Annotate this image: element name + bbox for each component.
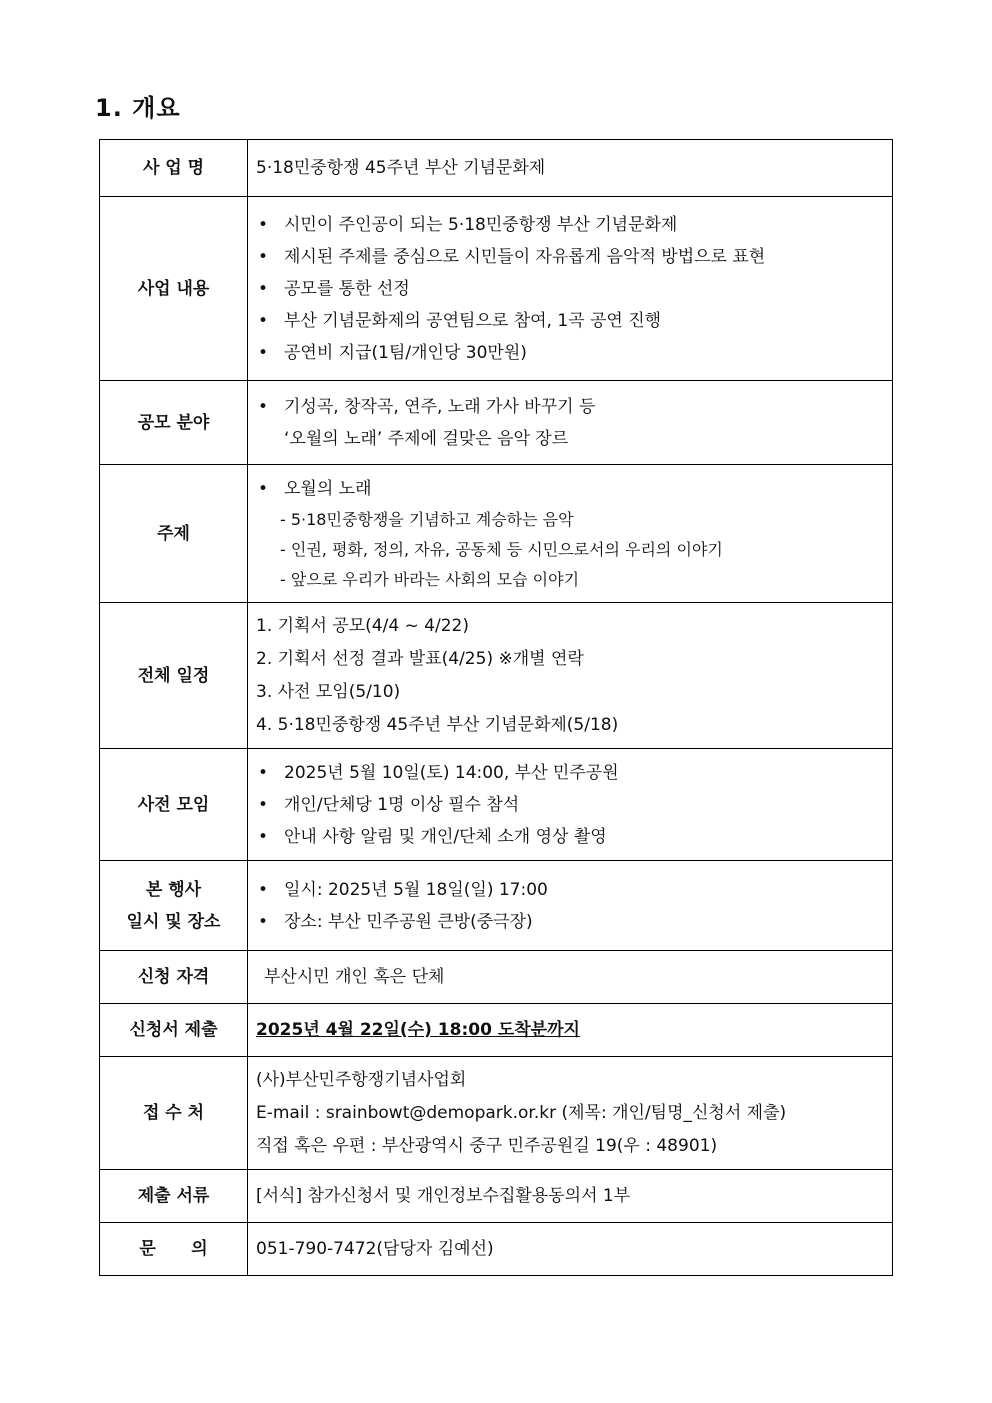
row-content xyxy=(248,1057,893,1170)
list-item: • 공연비 지급(1팀/개인당 30만원) xyxy=(256,337,884,369)
reception-line: 직접 혹은 우편 : 부산광역시 중구 민주공원길 19(우 : 48901) xyxy=(256,1135,718,1156)
row-content xyxy=(248,861,893,951)
list-item-continuation: ‘오월의 노래’ 주제에 걸맞은 음악 장르 xyxy=(284,428,569,449)
row-content xyxy=(248,465,893,603)
sub-item: - 인권, 평화, 정의, 자유, 공동체 등 시민으로서의 우리의 이야기 xyxy=(280,539,723,559)
row-label: 신청서 제출 xyxy=(100,1004,248,1057)
list-item: • 부산 기념문화제의 공연팀으로 참여, 1곡 공연 진행 xyxy=(256,305,884,337)
table-row xyxy=(100,1004,893,1057)
row-label-line: 일시 및 장소 xyxy=(126,911,221,932)
table-row xyxy=(100,1170,893,1223)
list-item: • 안내 사항 알림 및 개인/단체 소개 영상 촬영 xyxy=(256,821,884,853)
row-value: 5·18민중항쟁 45주년 부산 기념문화제 xyxy=(248,140,893,197)
row-label: 전체 일정 xyxy=(100,603,248,749)
table-row xyxy=(100,197,893,381)
row-content xyxy=(248,197,893,381)
list-item: • 일시: 2025년 5월 18일(일) 17:00 xyxy=(256,874,884,906)
row-label: 문 의 xyxy=(100,1223,248,1276)
list-item: • 장소: 부산 민주공원 큰방(중극장) xyxy=(256,906,884,938)
table-row xyxy=(100,861,893,951)
list-item: • 시민이 주인공이 되는 5·18민중항쟁 부산 기념문화제 xyxy=(256,209,884,241)
row-label: 접 수 처 xyxy=(100,1057,248,1170)
table-row xyxy=(100,381,893,465)
list-item: • 제시된 주제를 중심으로 시민들이 자유롭게 음악적 방법으로 표현 xyxy=(256,241,884,273)
table-row xyxy=(100,749,893,861)
row-label: 사전 모임 xyxy=(100,749,248,861)
list-item: 4. 5·18민중항쟁 45주년 부산 기념문화제(5/18) xyxy=(256,714,619,735)
list-item: 1. 기획서 공모(4/4 ~ 4/22) xyxy=(256,615,469,636)
reception-line: (사)부산민주항쟁기념사업회 xyxy=(256,1069,467,1090)
table-row xyxy=(100,951,893,1004)
sub-item: - 앞으로 우리가 바라는 사회의 모습 이야기 xyxy=(280,569,580,589)
list-item: • 기성곡, 창작곡, 연주, 노래 가사 바꾸기 등 xyxy=(256,391,884,423)
list-item: 2. 기획서 선정 결과 발표(4/25) ※개별 연락 xyxy=(256,648,584,669)
list-item: 3. 사전 모임(5/10) xyxy=(256,681,401,702)
table-row xyxy=(100,465,893,603)
table-row xyxy=(100,603,893,749)
sub-item: - 5·18민중항쟁을 기념하고 계승하는 음악 xyxy=(280,509,574,529)
row-content xyxy=(248,381,893,465)
table-row xyxy=(100,1057,893,1170)
row-value: [서식] 참가신청서 및 개인정보수집활용동의서 1부 xyxy=(248,1170,893,1223)
row-label: 사업 내용 xyxy=(100,197,248,381)
overview-table xyxy=(99,139,893,1276)
reception-line: E-mail : srainbowt@demopark.or.kr (제목: 개인/팀명_신청서 제출) xyxy=(256,1102,787,1123)
row-value: 부산시민 개인 혹은 단체 xyxy=(248,951,893,1004)
row-label: 제출 서류 xyxy=(100,1170,248,1223)
list-item: • 공모를 통한 선정 xyxy=(256,273,884,305)
row-label: 사 업 명 xyxy=(100,140,248,197)
row-label xyxy=(100,861,248,951)
row-label: 주제 xyxy=(100,465,248,603)
row-value: 051-790-7472(담당자 김예선) xyxy=(248,1223,893,1276)
row-content xyxy=(248,749,893,861)
table-row xyxy=(100,1223,893,1276)
row-label: 공모 분야 xyxy=(100,381,248,465)
list-item: • 오월의 노래 xyxy=(256,473,884,505)
table-row xyxy=(100,140,893,197)
row-content xyxy=(248,1004,893,1057)
page-heading: 1. 개요 xyxy=(95,94,181,122)
list-item: • 2025년 5월 10일(토) 14:00, 부산 민주공원 xyxy=(256,757,884,789)
row-label: 신청 자격 xyxy=(100,951,248,1004)
deadline-text: 2025년 4월 22일(수) 18:00 도착분까지 xyxy=(256,1020,580,1040)
list-item: • 개인/단체당 1명 이상 필수 참석 xyxy=(256,789,884,821)
row-content xyxy=(248,603,893,749)
row-label-line: 본 행사 xyxy=(145,879,202,900)
